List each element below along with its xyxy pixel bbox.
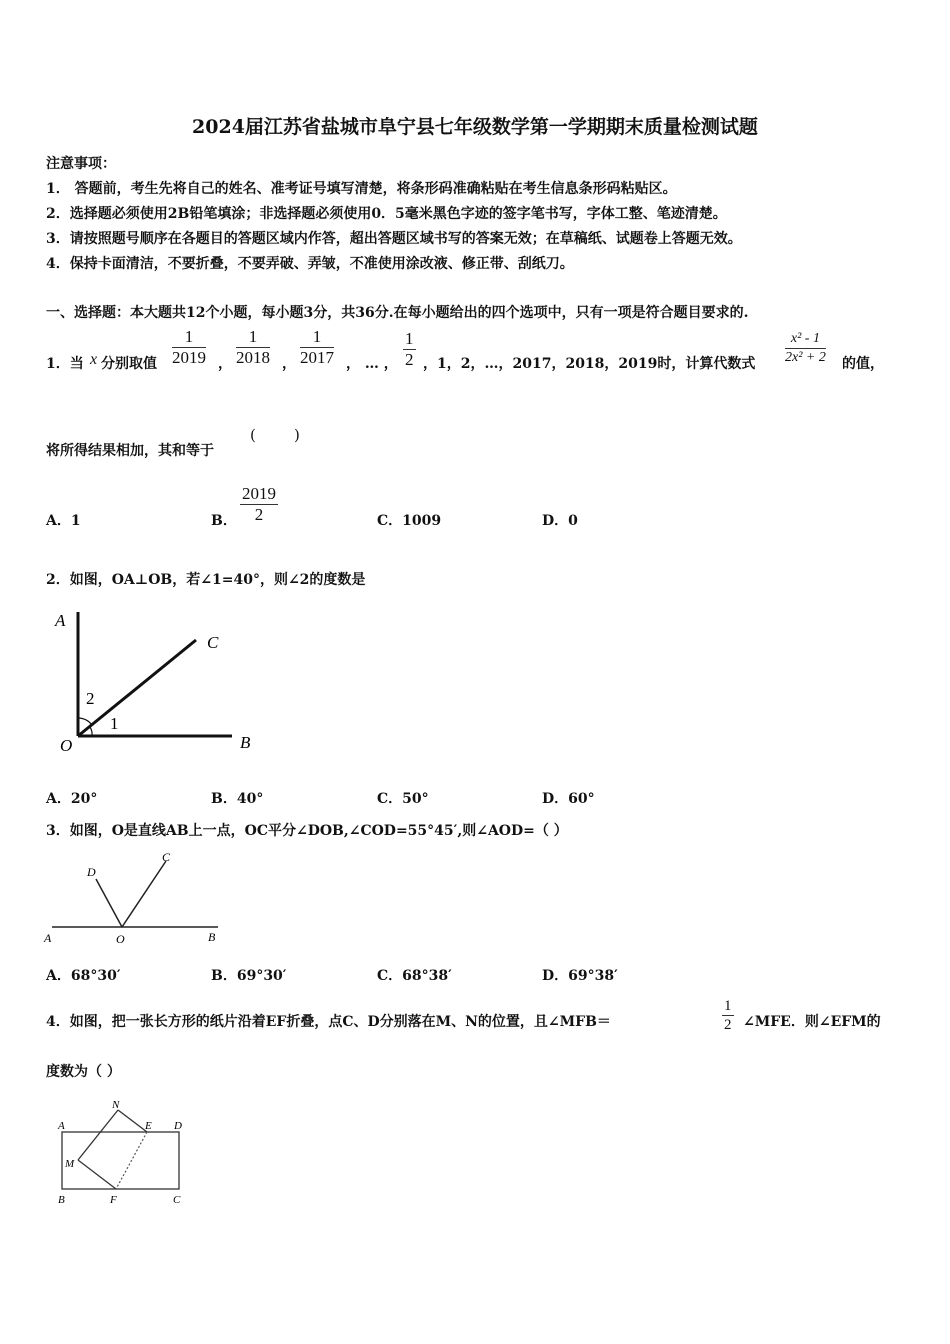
- q1-sep: ，: [282, 356, 296, 372]
- q2-option-b: B．40°: [211, 791, 264, 807]
- ray-oc: [122, 861, 166, 927]
- q4-text-part2: ∠MFE．则∠EFM的: [743, 1014, 881, 1030]
- q1-tail: 的值，: [842, 356, 884, 372]
- notice-heading: 注意事项：: [46, 156, 116, 172]
- q2-option-a: A．20°: [46, 791, 98, 807]
- q1-frac-1: [172, 327, 206, 368]
- notice-item: 4．保持卡面清洁，不要折叠，不要弄破、弄皱，不准使用涂改液、修正带、刮纸刀。: [46, 256, 574, 272]
- point-o-label: O: [60, 736, 73, 755]
- point-a-label: A: [55, 611, 66, 630]
- point-e-label: E: [145, 1120, 152, 1132]
- q2-figure: [50, 600, 270, 760]
- point-c-label: C: [173, 1194, 181, 1206]
- q1-frac-4: [403, 329, 416, 370]
- angle-1-label: 1: [110, 714, 119, 733]
- q3-text: 3．如图，O是直线AB上一点，OC平分∠DOB,∠COD=55°45′,则∠AOD=（ ）: [46, 823, 568, 839]
- angle-2-label: 2: [86, 689, 95, 708]
- angle-2-arc: [78, 718, 92, 725]
- notice-item: 2．选择题必须使用2B铅笔填涂；非选择题必须使用0．5毫米黑色字迹的签字笔书写，字体工整、笔迹清楚。: [46, 206, 727, 222]
- q1-expression: [785, 330, 826, 367]
- q3-option-a: A．68°30′: [46, 968, 121, 984]
- page-title: 2024届江苏省盐城市阜宁县七年级数学第一学期期末质量检测试题: [192, 116, 758, 138]
- frac-denominator: 2x² + 2: [785, 350, 826, 365]
- q4-line2: 度数为（ ）: [46, 1064, 121, 1080]
- point-o-label: O: [116, 932, 125, 946]
- point-d-label: D: [174, 1120, 182, 1132]
- point-a-label: A: [44, 931, 52, 945]
- point-f-label: F: [110, 1194, 117, 1206]
- ray-od: [96, 879, 122, 927]
- q1-line2: 将所得结果相加，其和等于: [46, 443, 214, 459]
- q4-text-part1: 4．如图，把一张长方形的纸片沿着EF折叠，点C、D分别落在M、N的位置，且∠MFB＝: [46, 1014, 611, 1030]
- q3-figure: [40, 845, 230, 950]
- q1-sep: ，: [218, 356, 232, 372]
- frac-numerator: 2019: [242, 484, 276, 503]
- q4-frac: [722, 997, 734, 1034]
- q1-option-a: A．1: [46, 513, 81, 529]
- ray-oc: [78, 640, 196, 736]
- frac-denominator: 2019: [172, 348, 206, 367]
- point-c-label: C: [162, 850, 171, 864]
- point-d-label: D: [87, 865, 96, 879]
- segment-fm: [78, 1160, 116, 1189]
- q1-frac-2: [236, 327, 270, 368]
- frac-numerator: x² - 1: [785, 330, 826, 349]
- q1-var: x: [90, 351, 98, 368]
- point-b-label: B: [58, 1194, 65, 1206]
- q4-figure: [50, 1095, 200, 1210]
- frac-denominator: 2: [254, 505, 264, 524]
- frac-denominator: 2: [405, 350, 414, 369]
- frac-numerator: 1: [405, 329, 414, 348]
- segment-ne: [118, 1110, 147, 1132]
- point-a-label: A: [58, 1120, 65, 1132]
- q2-text: 2．如图，OA⊥OB，若∠1=40°，则∠2的度数是: [46, 572, 366, 588]
- q1-option-b: B．: [211, 513, 237, 529]
- q1-prefix: 1．当: [46, 356, 84, 372]
- q1-answer-paren: ( ): [250, 426, 300, 444]
- frac-denominator: 2: [724, 1017, 732, 1033]
- q1-option-d: D．0: [542, 513, 578, 529]
- q1-frac-3: [300, 327, 334, 368]
- point-n-label: N: [112, 1099, 120, 1111]
- point-b-label: B: [240, 733, 251, 752]
- q3-option-c: C．68°38′: [377, 968, 452, 984]
- frac-numerator: 1: [724, 998, 732, 1014]
- frac-numerator: 1: [236, 327, 270, 348]
- q1-middle: ，1，2，…，2017，2018，2019时，计算代数式: [423, 356, 756, 372]
- segment-mn: [78, 1110, 118, 1160]
- point-c-label: C: [207, 633, 219, 652]
- q1-sep: ， … ，: [346, 356, 398, 372]
- point-b-label: B: [208, 930, 216, 944]
- notice-item: 1． 答题前，考生先将自己的姓名、准考证号填写清楚，将条形码准确粘贴在考生信息条形码粘贴区。: [46, 181, 677, 197]
- q3-option-d: D．69°38′: [542, 968, 618, 984]
- fold-line-ef: [116, 1132, 147, 1189]
- frac-denominator: 2017: [300, 348, 334, 367]
- notice-item: 3．请按照题号顺序在各题目的答题区域内作答，超出答题区域书写的答案无效；在草稿纸、试题卷上答题无效。: [46, 231, 742, 247]
- frac-denominator: 2018: [236, 348, 270, 367]
- frac-numerator: 1: [172, 327, 206, 348]
- q1-after-var: 分别取值: [101, 356, 157, 372]
- q2-option-d: D．60°: [542, 791, 595, 807]
- point-m-label: M: [65, 1158, 75, 1170]
- section-heading: 一、选择题：本大题共12个小题，每小题3分，共36分.在每小题给出的四个选项中，只有一项是符合题目要求的.: [46, 305, 749, 321]
- q1-option-b-frac: [240, 484, 278, 525]
- q1-option-c: C．1009: [377, 513, 442, 529]
- frac-numerator: 1: [300, 327, 334, 348]
- q3-option-b: B．69°30′: [211, 968, 287, 984]
- q2-option-c: C．50°: [377, 791, 429, 807]
